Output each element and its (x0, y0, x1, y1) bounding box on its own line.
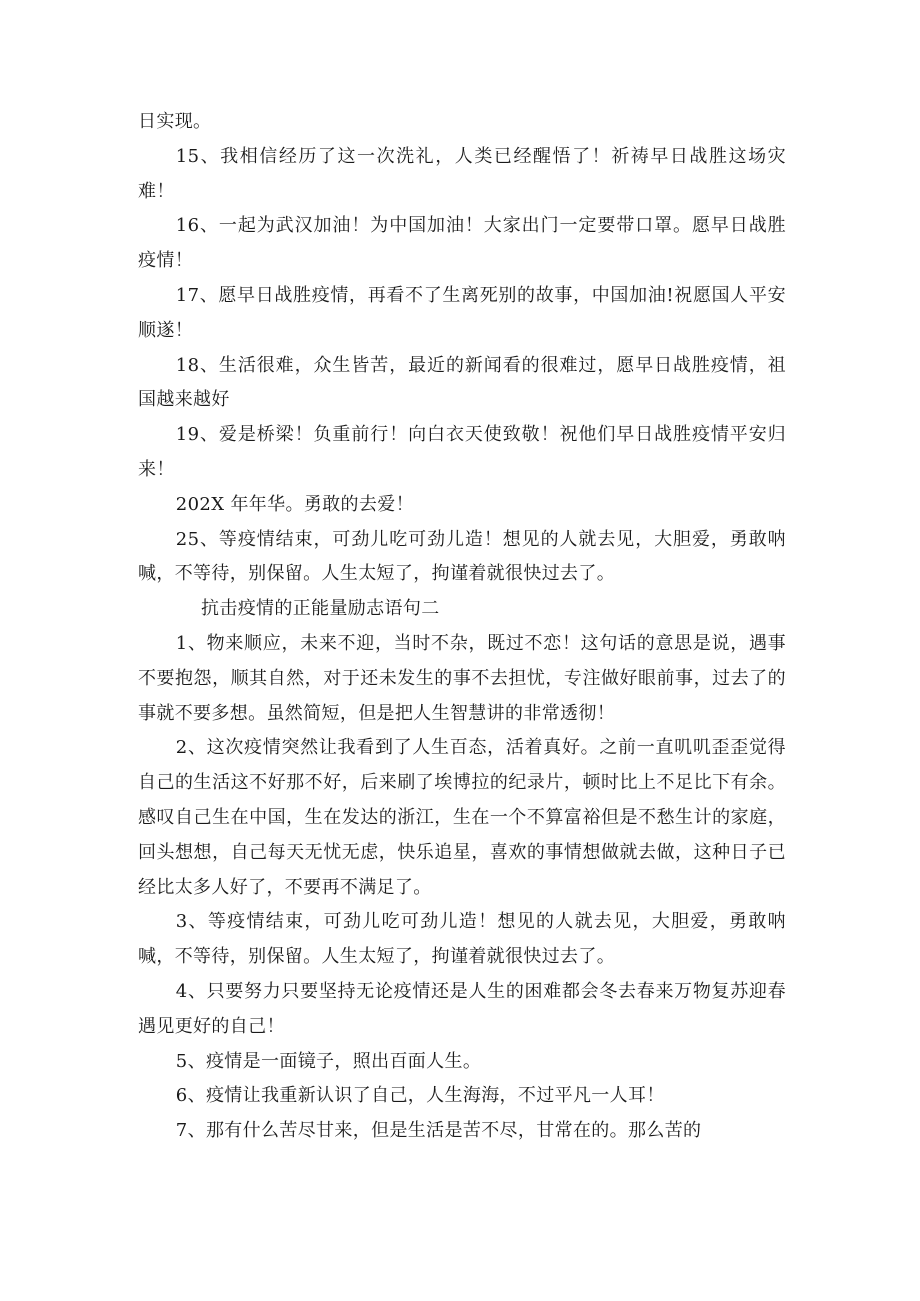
paragraph-item-19: 19、爱是桥梁！负重前行！向白衣天使致敬！祝他们早日战胜疫情平安归来！ (138, 424, 786, 480)
paragraph-item-6: 6、疫情让我重新认识了自己，人生海海，不过平凡一人耳！ (175, 1085, 665, 1107)
paragraph-item-18: 18、生活很难，众生皆苦，最近的新闻看的很难过，愿早日战胜疫情，祖国越来越好 (138, 354, 786, 411)
paragraph-item-2: 2、这次疫情突然让我看到了人生百态，活着真好。之前一直叽叽歪歪觉得自己的生活这不好那不好，后来刷了埃博拉的纪录片，顿时比上不足比下有余。感叹自己生在中国，生在发达的浙江，生在一个不算富裕但是不愁生计的家庭，回头想想，自己每天无忧无虑，快乐追星，喜欢的事情想做就去做，这种日子已经比太多人好了，不要再不满足了。 (138, 737, 786, 898)
paragraph-item-1: 1、物来顺应，未来不迎，当时不杂，既过不恋！这句话的意思是说，遇事不要抱怨，顺其自然，对于还未发生的事不去担忧，专注做好眼前事，过去了的事就不要多想。虽然简短，但是把人生智慧讲的非常透彻！ (138, 632, 786, 724)
section-heading: 抗击疫情的正能量励志语句二 (201, 598, 440, 620)
paragraph-item-25: 25、等疫情结束，可劲儿吃可劲儿造！想见的人就去见，大胆爱，勇敢呐喊，不等待，别保留。人生太短了，拘谨着就很快过去了。 (138, 528, 786, 585)
paragraph-continuation: 日实现。 (138, 111, 212, 132)
paragraph-item-5: 5、疫情是一面镜子，照出百面人生。 (175, 1050, 482, 1072)
paragraph-item-3: 3、等疫情结束，可劲儿吃可劲儿造！想见的人就去见，大胆爱，勇敢呐喊，不等待，别保留。人生太短了，拘谨着就很快过去了。 (138, 911, 786, 968)
paragraph-item-17: 17、愿早日战胜疫情，再看不了生离死别的故事，中国加油!祝愿国人平安顺遂！ (138, 284, 786, 341)
paragraph-item-7: 7、那有什么苦尽甘来，但是生活是苦不尽，甘常在的。那么苦的 (175, 1120, 702, 1142)
paragraph-item-16: 16、一起为武汉加油！为中国加油！大家出门一定要带口罩。愿早日战胜疫情！ (138, 215, 786, 272)
document-body (138, 105, 786, 1149)
paragraph-item-4: 4、只要努力只要坚持无论疫情还是人生的困难都会冬去春来万物复苏迎春遇见更好的自己！ (138, 980, 786, 1037)
paragraph-item-202x: 202X 年年华。勇敢的去爱！ (175, 493, 414, 515)
paragraph-item-15: 15、我相信经历了这一次洗礼，人类已经醒悟了！祈祷早日战胜这场灾难！ (138, 145, 786, 202)
